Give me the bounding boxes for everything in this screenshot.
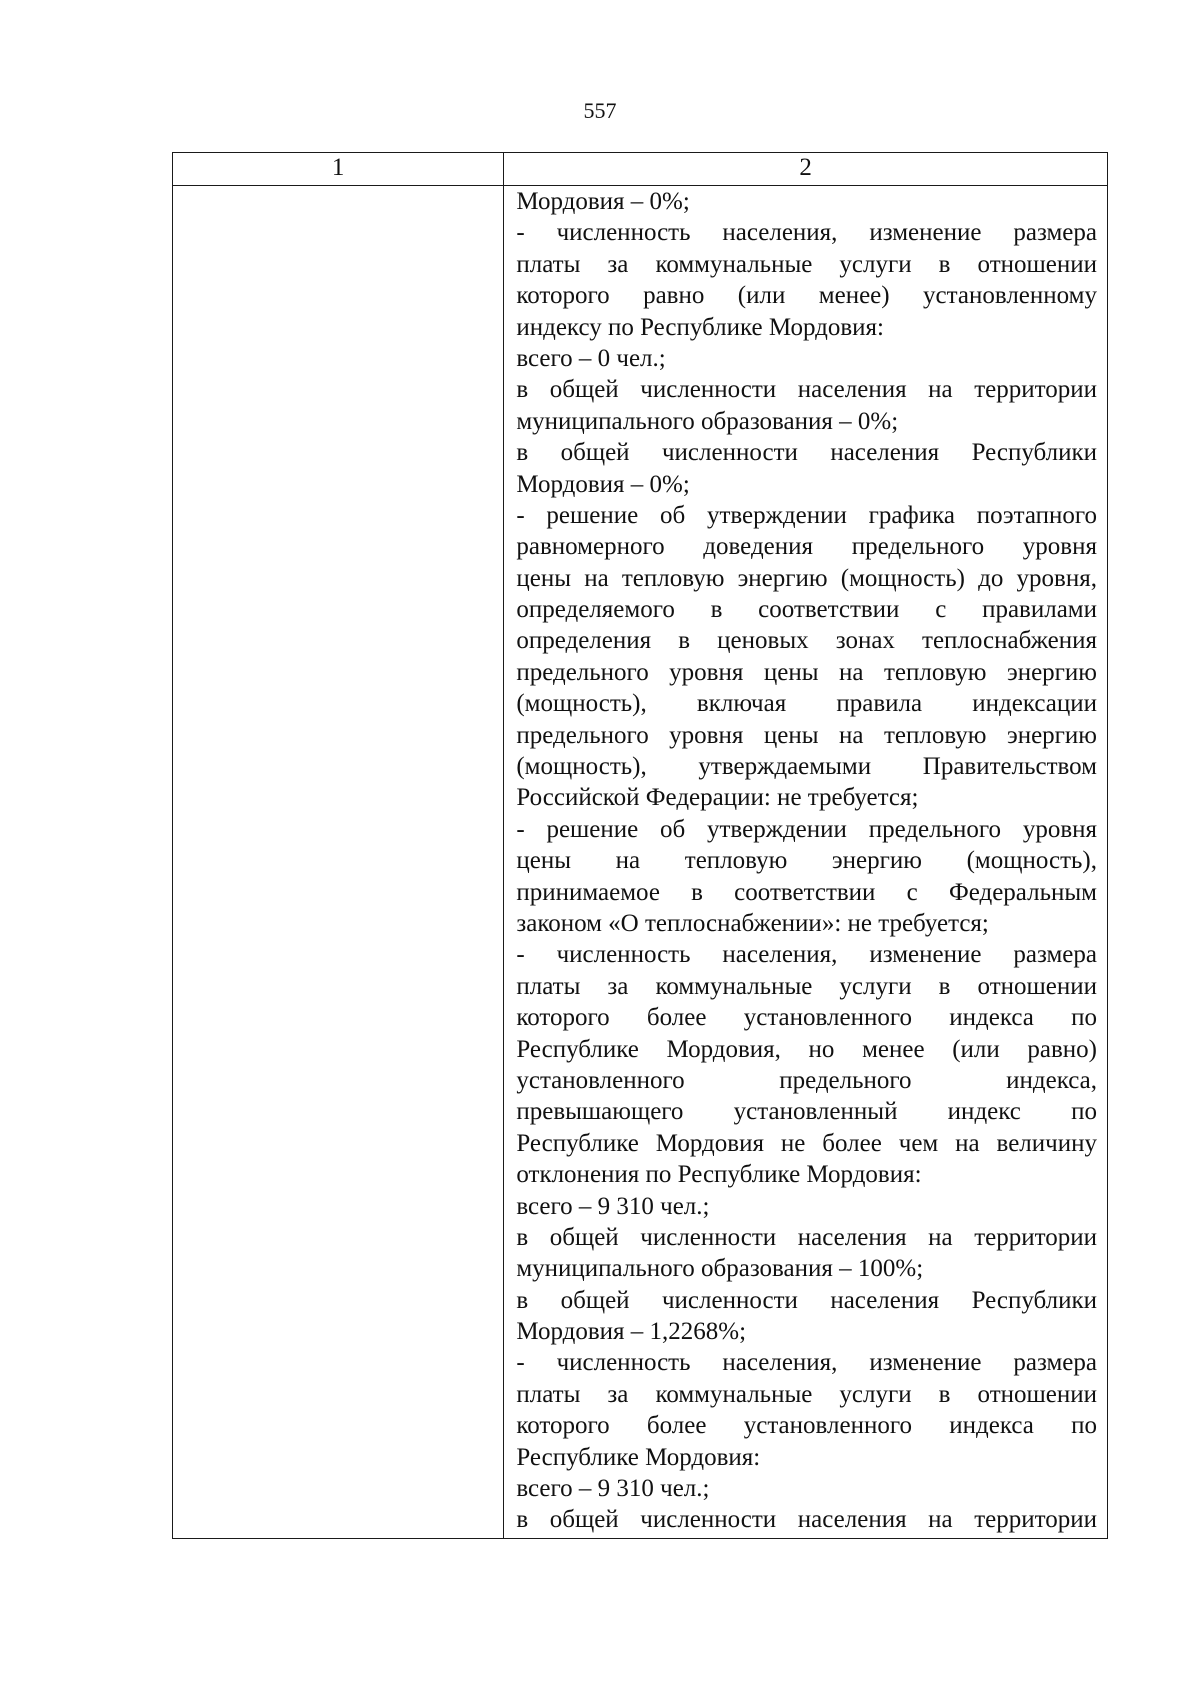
text-line: - решение об утверждении предельного уровня bbox=[516, 815, 1097, 843]
text-line: в общей численности населения Республики bbox=[516, 1286, 1097, 1314]
column-header-2: 2 bbox=[504, 153, 1108, 186]
text-line: Российской Федерации: не требуется; bbox=[516, 784, 919, 812]
text-line: Мордовия – 1,2268%; bbox=[516, 1318, 747, 1346]
text-line: которого более установленного индекса по bbox=[516, 1412, 1097, 1440]
text-line: (мощность), утверждаемыми Правительством bbox=[516, 753, 1097, 781]
text-line: индексу по Республике Мордовия: bbox=[516, 313, 884, 341]
table-cell-left bbox=[173, 186, 504, 1539]
text-line: принимаемое в соответствии с Федеральным bbox=[516, 878, 1097, 906]
text-line: которого более установленного индекса по bbox=[516, 1004, 1097, 1032]
content-table bbox=[172, 152, 1108, 1539]
text-line: равномерного доведения предельного уровня bbox=[516, 533, 1097, 561]
text-line: (мощность), включая правила индексации bbox=[516, 690, 1097, 718]
text-line: в общей численности населения на территории bbox=[516, 1506, 1097, 1534]
text-line: всего – 9 310 чел.; bbox=[516, 1192, 710, 1220]
text-line: цены на тепловую энергию (мощность) до уровня, bbox=[516, 564, 1097, 592]
text-line: платы за коммунальные услуги в отношении bbox=[516, 972, 1097, 1000]
page-number: 557 bbox=[583, 98, 617, 123]
text-line: которого равно (или менее) установленному bbox=[516, 282, 1097, 310]
text-line: - численность населения, изменение размера bbox=[516, 219, 1097, 247]
text-line: муниципального образования – 0%; bbox=[516, 407, 899, 435]
text-line: - численность населения, изменение размера bbox=[516, 1349, 1097, 1377]
text-line: платы за коммунальные услуги в отношении bbox=[516, 1380, 1097, 1408]
text-line: определяемого в соответствии с правилами bbox=[516, 596, 1097, 624]
text-line: в общей численности населения на территории bbox=[516, 1223, 1097, 1251]
text-line: Республике Мордовия, но менее (или равно) bbox=[516, 1035, 1097, 1063]
text-line: Республике Мордовия: bbox=[516, 1443, 761, 1471]
text-line: всего – 9 310 чел.; bbox=[516, 1475, 710, 1503]
table-header-row bbox=[173, 153, 1108, 186]
column-header-1: 1 bbox=[173, 153, 504, 186]
text-line: превышающего установленный индекс по bbox=[516, 1098, 1097, 1126]
text-line: Мордовия – 0%; bbox=[516, 188, 690, 215]
text-line: предельного уровня цены на тепловую энергию bbox=[516, 721, 1097, 749]
text-line: установленного предельного индекса, bbox=[516, 1066, 1097, 1094]
text-line: муниципального образования – 100%; bbox=[516, 1255, 924, 1283]
text-line: в общей численности населения Республики bbox=[516, 439, 1097, 467]
text-line: в общей численности населения на территории bbox=[516, 376, 1097, 404]
text-line: законом «О теплоснабжении»: не требуется; bbox=[516, 909, 989, 937]
table-cell-right bbox=[504, 186, 1108, 1539]
text-line: всего – 0 чел.; bbox=[516, 344, 666, 372]
text-line: цены на тепловую энергию (мощность), bbox=[516, 847, 1097, 875]
text-line: предельного уровня цены на тепловую энергию bbox=[516, 658, 1097, 686]
text-line: - численность населения, изменение размера bbox=[516, 941, 1097, 969]
text-line: платы за коммунальные услуги в отношении bbox=[516, 250, 1097, 278]
text-line: Республике Мордовия не более чем на величину bbox=[516, 1129, 1097, 1157]
text-line: определения в ценовых зонах теплоснабжения bbox=[516, 627, 1097, 655]
text-line: Мордовия – 0%; bbox=[516, 470, 690, 498]
cell-text-block bbox=[516, 186, 1097, 1536]
table-row bbox=[173, 186, 1108, 1539]
text-line: - решение об утверждении графика поэтапного bbox=[516, 501, 1097, 529]
text-line: отклонения по Республике Мордовия: bbox=[516, 1161, 922, 1189]
